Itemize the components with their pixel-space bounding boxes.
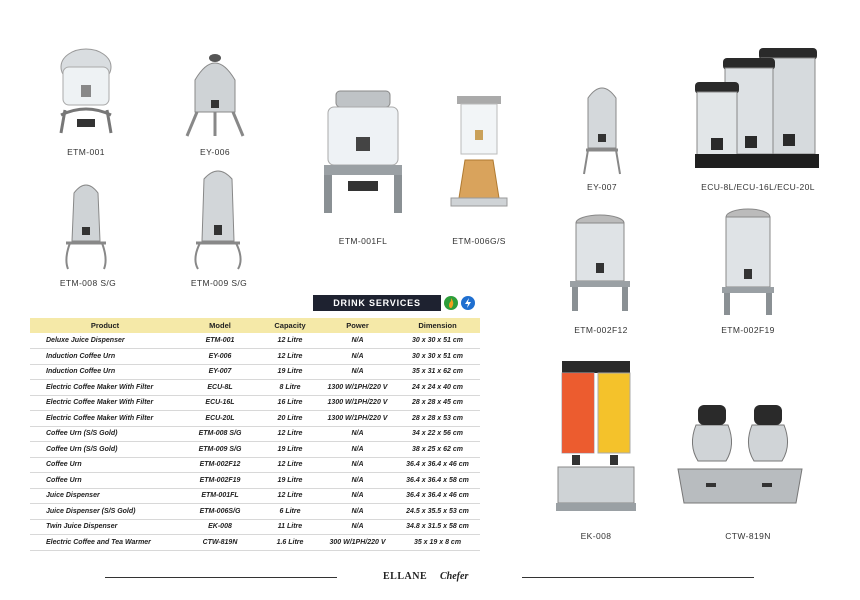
- power-cell: N/A: [320, 519, 395, 535]
- capacity-cell: 19 Litre: [260, 473, 320, 489]
- dimension-cell: 34 x 22 x 56 cm: [395, 426, 480, 442]
- product-label: ETM-002F12: [574, 325, 628, 335]
- power-cell: 300 W/1PH/220 V: [320, 535, 395, 551]
- product-cell: Coffee Urn: [30, 457, 180, 473]
- capacity-cell: 1.6 Litre: [260, 535, 320, 551]
- table-row: [30, 504, 480, 520]
- dimension-cell: 24.5 x 35.5 x 53 cm: [395, 504, 480, 520]
- table-row: [30, 349, 480, 365]
- table-row: [30, 457, 480, 473]
- capacity-cell: 12 Litre: [260, 426, 320, 442]
- model-cell: ETM-002F19: [180, 473, 260, 489]
- capacity-cell: 20 Litre: [260, 411, 320, 427]
- product-cell: Coffee Urn: [30, 473, 180, 489]
- table-row: [30, 333, 480, 349]
- product-cell: Juice Dispenser: [30, 488, 180, 504]
- product-cell: Electric Coffee and Tea Warmer: [30, 535, 180, 551]
- model-cell: ETM-001: [180, 333, 260, 349]
- footer-line-left: [105, 577, 337, 578]
- capacity-cell: 12 Litre: [260, 333, 320, 349]
- capacity-cell: 8 Litre: [260, 380, 320, 396]
- power-cell: 1300 W/1PH/220 V: [320, 380, 395, 396]
- brand-logo-ellane: ELLANE: [383, 571, 428, 582]
- product-label: ETM-009 S/G: [190, 278, 248, 288]
- column-header: Dimension: [395, 318, 480, 333]
- power-cell: N/A: [320, 457, 395, 473]
- dimension-cell: 35 x 19 x 8 cm: [395, 535, 480, 551]
- capacity-cell: 12 Litre: [260, 488, 320, 504]
- product-cell: Induction Coffee Urn: [30, 364, 180, 380]
- model-cell: ETM-008 S/G: [180, 426, 260, 442]
- product-label: ETM-001: [67, 147, 105, 157]
- product-cell: Electric Coffee Maker With Filter: [30, 395, 180, 411]
- capacity-cell: 19 Litre: [260, 442, 320, 458]
- dimension-cell: 28 x 28 x 45 cm: [395, 395, 480, 411]
- capacity-cell: 11 Litre: [260, 519, 320, 535]
- model-cell: ETM-009 S/G: [180, 442, 260, 458]
- power-cell: N/A: [320, 488, 395, 504]
- power-cell: N/A: [320, 504, 395, 520]
- model-cell: ETM-006S/G: [180, 504, 260, 520]
- power-cell: 1300 W/1PH/220 V: [320, 395, 395, 411]
- dimension-cell: 24 x 24 x 40 cm: [395, 380, 480, 396]
- column-header: Capacity: [260, 318, 320, 333]
- product-cell: Coffee Urn (S/S Gold): [30, 426, 180, 442]
- table-row: [30, 535, 480, 551]
- product-cell: Induction Coffee Urn: [30, 349, 180, 365]
- product-image-etm-009sg: [190, 165, 246, 271]
- product-label: ETM-002F19: [721, 325, 775, 335]
- product-label: EK-008: [580, 531, 612, 541]
- table-row: [30, 380, 480, 396]
- dimension-cell: 36.4 x 36.4 x 46 cm: [395, 457, 480, 473]
- dimension-cell: 30 x 30 x 51 cm: [395, 349, 480, 365]
- dimension-cell: 30 x 30 x 51 cm: [395, 333, 480, 349]
- power-cell: N/A: [320, 349, 395, 365]
- column-header: Model: [180, 318, 260, 333]
- product-image-ctw-819n: [676, 395, 804, 507]
- power-cell: N/A: [320, 333, 395, 349]
- table-header-row: [30, 318, 480, 333]
- product-label: EY-006: [200, 147, 230, 157]
- dimension-cell: 34.8 x 31.5 x 58 cm: [395, 519, 480, 535]
- power-cell: N/A: [320, 426, 395, 442]
- product-label: ETM-008 S/G: [59, 278, 117, 288]
- model-cell: ECU-8L: [180, 380, 260, 396]
- product-image-ecu-set: [693, 42, 821, 172]
- model-cell: ECU-20L: [180, 411, 260, 427]
- capacity-cell: 19 Litre: [260, 364, 320, 380]
- product-cell: Electric Coffee Maker With Filter: [30, 411, 180, 427]
- table-row: [30, 411, 480, 427]
- brand-logo-chefer: Chefer: [440, 571, 469, 582]
- product-cell: Coffee Urn (S/S Gold): [30, 442, 180, 458]
- drink-services-banner: [313, 295, 478, 311]
- model-cell: ETM-001FL: [180, 488, 260, 504]
- product-label: CTW-819N: [725, 531, 771, 541]
- table-row: [30, 519, 480, 535]
- product-label: ETM-006G/S: [452, 236, 506, 246]
- product-cell: Juice Dispenser (S/S Gold): [30, 504, 180, 520]
- power-cell: N/A: [320, 442, 395, 458]
- banner-title: DRINK SERVICES: [313, 295, 441, 311]
- capacity-cell: 12 Litre: [260, 457, 320, 473]
- electric-icon: [461, 296, 475, 310]
- power-cell: 1300 W/1PH/220 V: [320, 411, 395, 427]
- product-image-ey-007: [578, 78, 626, 178]
- model-cell: ETM-002F12: [180, 457, 260, 473]
- flame-icon: [444, 296, 458, 310]
- model-cell: ECU-16L: [180, 395, 260, 411]
- dimension-cell: 35 x 31 x 62 cm: [395, 364, 480, 380]
- power-cell: N/A: [320, 473, 395, 489]
- product-cell: Deluxe Juice Dispenser: [30, 333, 180, 349]
- product-image-ek-008: [554, 355, 638, 515]
- footer-line-right: [522, 577, 754, 578]
- product-cell: Twin Juice Dispenser: [30, 519, 180, 535]
- product-cell: Electric Coffee Maker With Filter: [30, 380, 180, 396]
- product-label: EY-007: [587, 182, 617, 192]
- model-cell: CTW-819N: [180, 535, 260, 551]
- spec-table: [30, 318, 480, 551]
- dimension-cell: 36.4 x 36.4 x 46 cm: [395, 488, 480, 504]
- dimension-cell: 38 x 25 x 62 cm: [395, 442, 480, 458]
- product-image-etm-006gs: [447, 90, 511, 210]
- capacity-cell: 12 Litre: [260, 349, 320, 365]
- capacity-cell: 6 Litre: [260, 504, 320, 520]
- product-label: ETM-001FL: [338, 236, 388, 246]
- product-image-ey-006: [183, 50, 247, 138]
- capacity-cell: 16 Litre: [260, 395, 320, 411]
- table-row: [30, 426, 480, 442]
- model-cell: EY-006: [180, 349, 260, 365]
- table-row: [30, 395, 480, 411]
- table-row: [30, 442, 480, 458]
- power-cell: N/A: [320, 364, 395, 380]
- product-image-etm-002f12: [566, 213, 634, 313]
- model-cell: EY-007: [180, 364, 260, 380]
- column-header: Power: [320, 318, 395, 333]
- product-image-etm-008sg: [60, 175, 112, 271]
- table-row: [30, 364, 480, 380]
- product-label: ECU-8L/ECU-16L/ECU-20L: [701, 182, 815, 192]
- product-image-etm-001fl: [318, 85, 408, 215]
- product-image-etm-002f19: [718, 207, 778, 317]
- table-row: [30, 473, 480, 489]
- dimension-cell: 36.4 x 36.4 x 58 cm: [395, 473, 480, 489]
- dimension-cell: 28 x 28 x 53 cm: [395, 411, 480, 427]
- table-row: [30, 488, 480, 504]
- column-header: Product: [30, 318, 180, 333]
- product-image-etm-001: [55, 45, 117, 135]
- model-cell: EK-008: [180, 519, 260, 535]
